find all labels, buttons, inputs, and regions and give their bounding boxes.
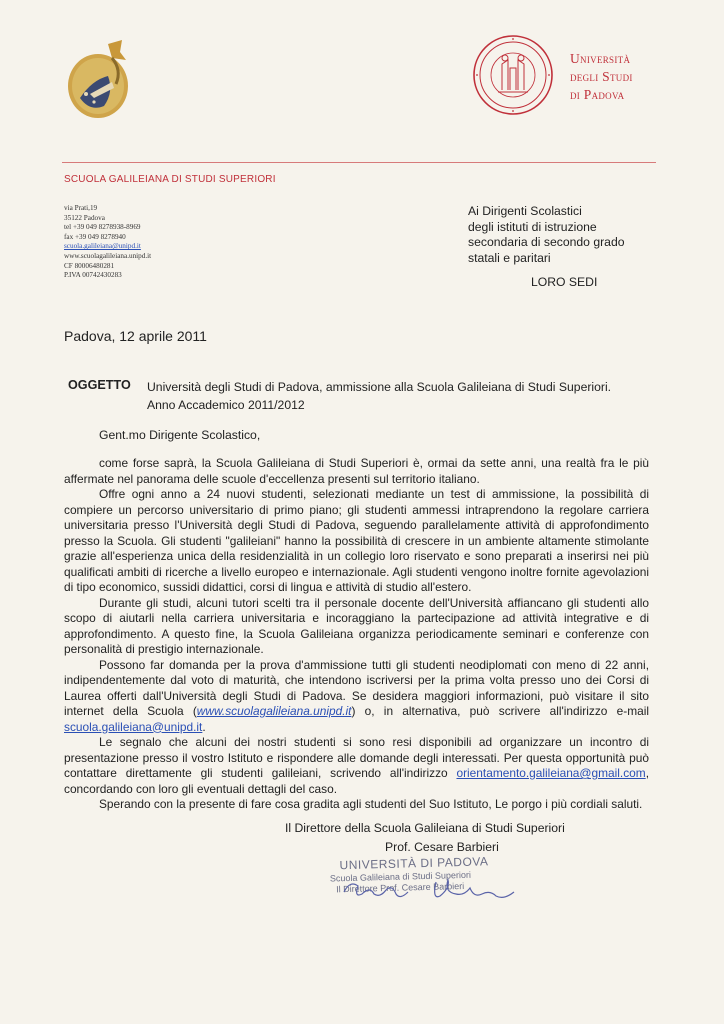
school-name: SCUOLA GALILEIANA DI STUDI SUPERIORI	[64, 174, 276, 185]
salutation: Gent.mo Dirigente Scolastico,	[99, 428, 261, 442]
subject-text	[147, 378, 647, 414]
paragraph	[64, 735, 649, 797]
address-line: 35122 Padova	[64, 213, 105, 222]
recipient-line: Ai Dirigenti Scolastici	[468, 204, 582, 218]
recipient-line: statali e paritari	[468, 250, 551, 265]
letterhead-divider	[62, 162, 656, 163]
signer-title: Il Direttore della Scuola Galileiana di Studi Superiori	[285, 821, 565, 835]
signer-name: Prof. Cesare Barbieri	[385, 840, 499, 854]
paragraph-text: Le segnalo che alcuni dei nostri studenti si sono resi disponibili ad organizzare un incontro di presentazione presso il vostro Istituto e rispondere alle domande degli interessati. Per questa opportunità può contattare direttamente gli studenti galileiani, scrivendo all'indirizzo	[64, 735, 649, 780]
university-name-line: di Padova	[570, 87, 625, 102]
subject-line: Anno Accademico 2011/2012	[147, 398, 305, 412]
address-website: www.scuolagalileiana.unipd.it	[64, 251, 152, 260]
paragraph: come forse saprà, la Scuola Galileiana di Studi Superiori è, ormai da sette anni, una realtà fra le più affermate nel panorama delle scuole d'eccellenza presenti sul territorio italiano.	[64, 456, 649, 486]
recipient-line: secondaria di secondo grado	[468, 235, 625, 249]
address-line: CF 80006480281	[64, 261, 115, 270]
paragraph-text: Possono far domanda per la prova d'ammissione tutti gli studenti neodiplomati con meno di 22 anni, indipendentemente dal voto di maturità, che intendono iscriversi per la prima volta presso uno dei Corsi di Laurea offerti dall'Università degli Studi di Padova. Se desidera maggiori informazioni, può visitare il sito internet della Scuola (	[64, 657, 649, 718]
paragraph: Offre ogni anno a 24 nuovi studenti, selezionati mediante un test di ammissione, la possibilità di compiere un percorso universitario di primo piano; gli studenti ammessi intraprendono la regolare carriera universitaria presso l'Università degli Studi di Padova, seguendo parallelamente attività di approfondimento presso la Scuola. Gli studenti "galileiani" hanno la possibilità di crescere in un ambiente altamente stimolante grazie all'esperienza unica della residenzialità in un collegio loro riservato e sono preparati a inserirsi nei più qualificati ambiti di ricerche a livello europeo e internazionale. Agli studenti vengono inoltre fornite agevolazioni di tipo economico, sussidi didattici, corsi di lingua e attività di studio all'estero.	[64, 487, 649, 594]
galileo-emblem-icon	[64, 36, 138, 122]
paragraph: Durante gli studi, alcuni tutori scelti tra il personale docente dell'Università affiancano gli studenti allo scopo di aiutarli nella carriera universitaria e incoraggiano la partecipazione ad attività integrative e di approfondimento. A questo fine, la Scuola Galileiana organizza periodicamente seminari e conferenze con personalità di prestigio internazionale.	[64, 595, 649, 656]
university-name	[570, 50, 633, 104]
stamp-line: UNIVERSITÀ DI PADOVA	[339, 854, 489, 873]
letter-date: Padova, 12 aprile 2011	[64, 328, 207, 344]
paragraph-text: .	[202, 719, 206, 734]
paragraph-text: , concordando con loro gli eventuali dettagli del caso.	[64, 766, 649, 796]
paragraph	[64, 658, 649, 736]
subject-label: OGGETTO	[68, 378, 131, 392]
paragraph-text: ) o, in alternativa, può scrivere all'indirizzo e-mail	[351, 704, 649, 718]
university-name-line: degli Studi	[570, 69, 633, 84]
address-block	[64, 204, 151, 281]
email-link[interactable]: scuola.galileiana@unipd.it	[64, 719, 203, 734]
loro-sedi: LORO SEDI	[531, 275, 598, 289]
recipient-line: degli istituti di istruzione	[468, 219, 597, 234]
paragraph: Sperando con la presente di fare cosa gradita agli studenti del Suo Istituto, Le porgo i più cordiali saluti.	[99, 797, 643, 811]
recipient-block	[468, 204, 625, 266]
address-line: via Prati,19	[64, 204, 98, 212]
address-line: tel +39 049 8278938-8969	[64, 223, 141, 232]
address-email-link[interactable]: scuola.galileiana@unipd.it	[64, 242, 141, 251]
letter-body	[64, 456, 649, 813]
address-line: fax +39 049 8278940	[64, 232, 126, 241]
stamp-line: Scuola Galileiana di Studi Superiori	[329, 869, 472, 884]
subject-line: Università degli Studi di Padova, ammissione alla Scuola Galileiana di Studi Superiori.	[147, 380, 612, 394]
handwritten-signature	[340, 872, 520, 906]
university-name-line: Università	[570, 51, 631, 66]
address-line: P.IVA 00742430283	[64, 271, 122, 280]
website-link[interactable]: www.scuolagalileiana.unipd.it	[196, 704, 352, 718]
stamp-line: Il Direttore Prof. Cesare Barbieri	[336, 880, 465, 895]
university-seal-icon	[472, 34, 554, 116]
orientation-email-link[interactable]: orientamento.galileiana@gmail.com	[456, 766, 646, 780]
